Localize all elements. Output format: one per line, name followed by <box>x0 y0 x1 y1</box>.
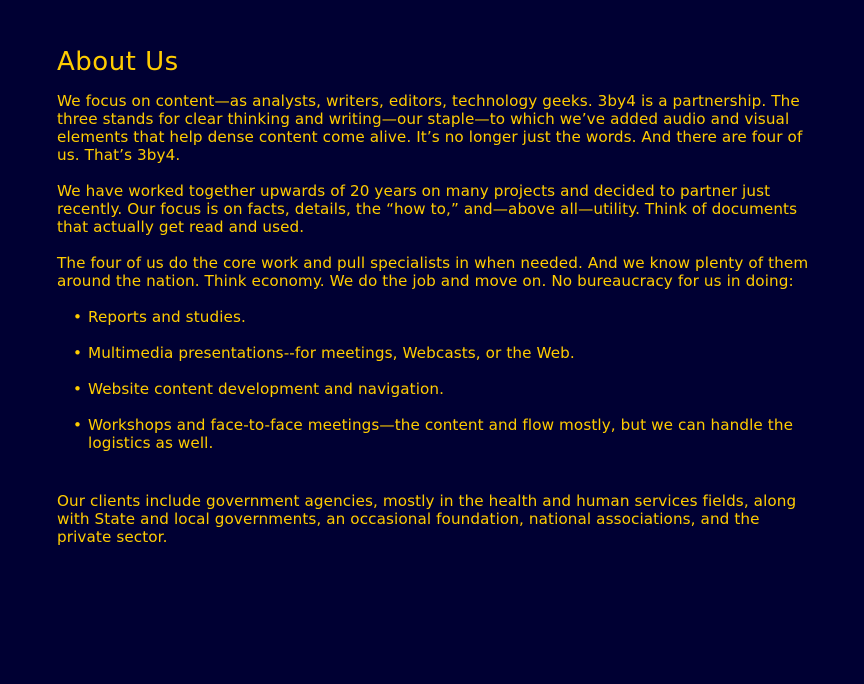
about-content <box>57 46 817 564</box>
history-paragraph: We have worked together upwards of 20 years on many projects and decided to partner just recently. Our focus is on facts, details, the “how to,” and—above all—utility. Think of documents that actually get read and used. <box>57 182 798 236</box>
list-item <box>73 416 817 452</box>
list-item <box>73 380 817 398</box>
team-paragraph: The four of us do the core work and pull specialists in when needed. And we know plenty of them around the nation. Think economy. We do the job and move on. No bureaucracy for us in doing: <box>57 254 809 290</box>
bullet-icon: • <box>73 308 83 326</box>
services-list <box>57 308 817 452</box>
list-item <box>73 344 817 362</box>
page-title: About Us <box>57 47 179 77</box>
bullet-icon: • <box>73 416 83 434</box>
service-workshops: Workshops and face-to-face meetings—the content and flow mostly, but we can handle the logistics as well. <box>88 416 794 452</box>
list-item <box>73 308 817 326</box>
service-website: Website content development and navigation. <box>88 380 445 398</box>
intro-paragraph: We focus on content—as analysts, writers, editors, technology geeks. 3by4 is a partnership. The three stands for clear thinking and writing—our staple—to which we’ve added audio and visual elements that help dense content come alive. It’s no longer just the words. And there are four of us. That’s 3by4. <box>57 92 803 164</box>
service-reports: Reports and studies. <box>88 308 246 326</box>
clients-paragraph: Our clients include government agencies, mostly in the health and human services fields, along with State and local governments, an occasional foundation, national associations, and the private sector. <box>57 492 797 546</box>
service-multimedia: Multimedia presentations--for meetings, Webcasts, or the Web. <box>88 344 575 362</box>
bullet-icon: • <box>73 380 83 398</box>
bullet-icon: • <box>73 344 83 362</box>
